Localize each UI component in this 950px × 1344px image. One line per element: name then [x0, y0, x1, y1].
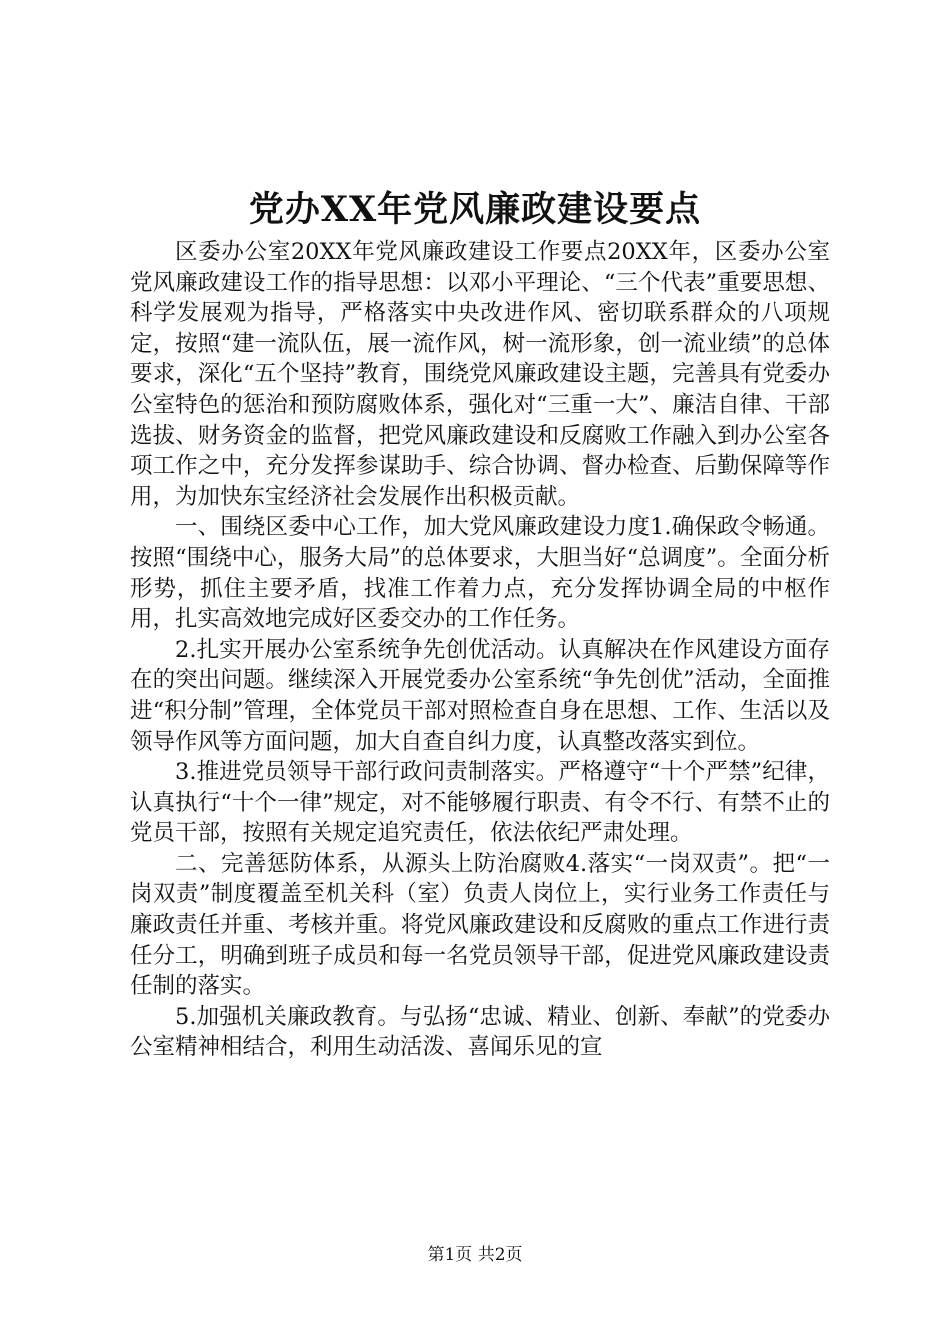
- document-body: [130, 237, 830, 1063]
- paragraph-item-3: 3.推进党员领导干部行政问责制落实。严格遵守“十个严禁”纪律，认真执行“十个一律”规定，对不能够履行职责、有令不行、有禁不止的党员干部，按照有关规定追究责任，依法依纪严肃处理。: [130, 759, 830, 847]
- paragraph-item-5: 5.加强机关廉政教育。与弘扬“忠诚、精业、创新、奉献”的党委办公室精神相结合，利用生动活泼、喜闻乐见的宣: [130, 1003, 830, 1061]
- page-number-footer: 第1页 共2页: [427, 1245, 523, 1265]
- document-title: 党办XX年党风廉政建设要点: [248, 189, 702, 230]
- paragraph-guiding-thought: 区委办公室20XX年党风廉政建设工作要点20XX年，区委办公室党风廉政建设工作的指导思想：以邓小平理论、“三个代表”重要思想、科学发展观为指导，严格落实中央改进作风、密切联系群众的八项规定，按照“建一流队伍，展一流作风，树一流形象，创一流业绩”的总体要求，深化“五个坚持”教育，围绕党风廉政建设主题，完善具有党委办公室特色的惩治和预防腐败体系，强化对“三重一大”、廉洁自律、干部选拔、财务资金的监督，把党风廉政建设和反腐败工作融入到办公室各项工作之中，充分发挥参谋助手、综合协调、督办检查、后勤保障等作用，为加快东宝经济社会发展作出积极贡献。: [130, 239, 830, 510]
- paragraph-section-one-item-1: 一、围绕区委中心工作，加大党风廉政建设力度1.确保政令畅通。按照“围绕中心，服务大局”的总体要求，大胆当好“总调度”。全面分析形势，抓住主要矛盾，找准工作着力点，充分发挥协调全局的中枢作用，扎实高效地完成好区委交办的工作任务。: [130, 514, 830, 633]
- paragraph-section-two-item-4: 二、完善惩防体系，从源头上防治腐败4.落实“一岗双责”。把“一岗双责”制度覆盖至机关科（室）负责人岗位上，实行业务工作责任与廉政责任并重、考核并重。将党风廉政建设和反腐败的重点工作进行责任分工，明确到班子成员和每一名党员领导干部，促进党风廉政建设责任制的落实。: [130, 850, 830, 1000]
- paragraph-item-2: 2.扎实开展办公室系统争先创优活动。认真解决在作风建设方面存在的突出问题。继续深入开展党委办公室系统“争先创优”活动，全面推进“积分制”管理，全体党员干部对照检查自身在思想、工作、生活以及领导作风等方面问题，加大自查自纠力度，认真整改落实到位。: [130, 636, 830, 755]
